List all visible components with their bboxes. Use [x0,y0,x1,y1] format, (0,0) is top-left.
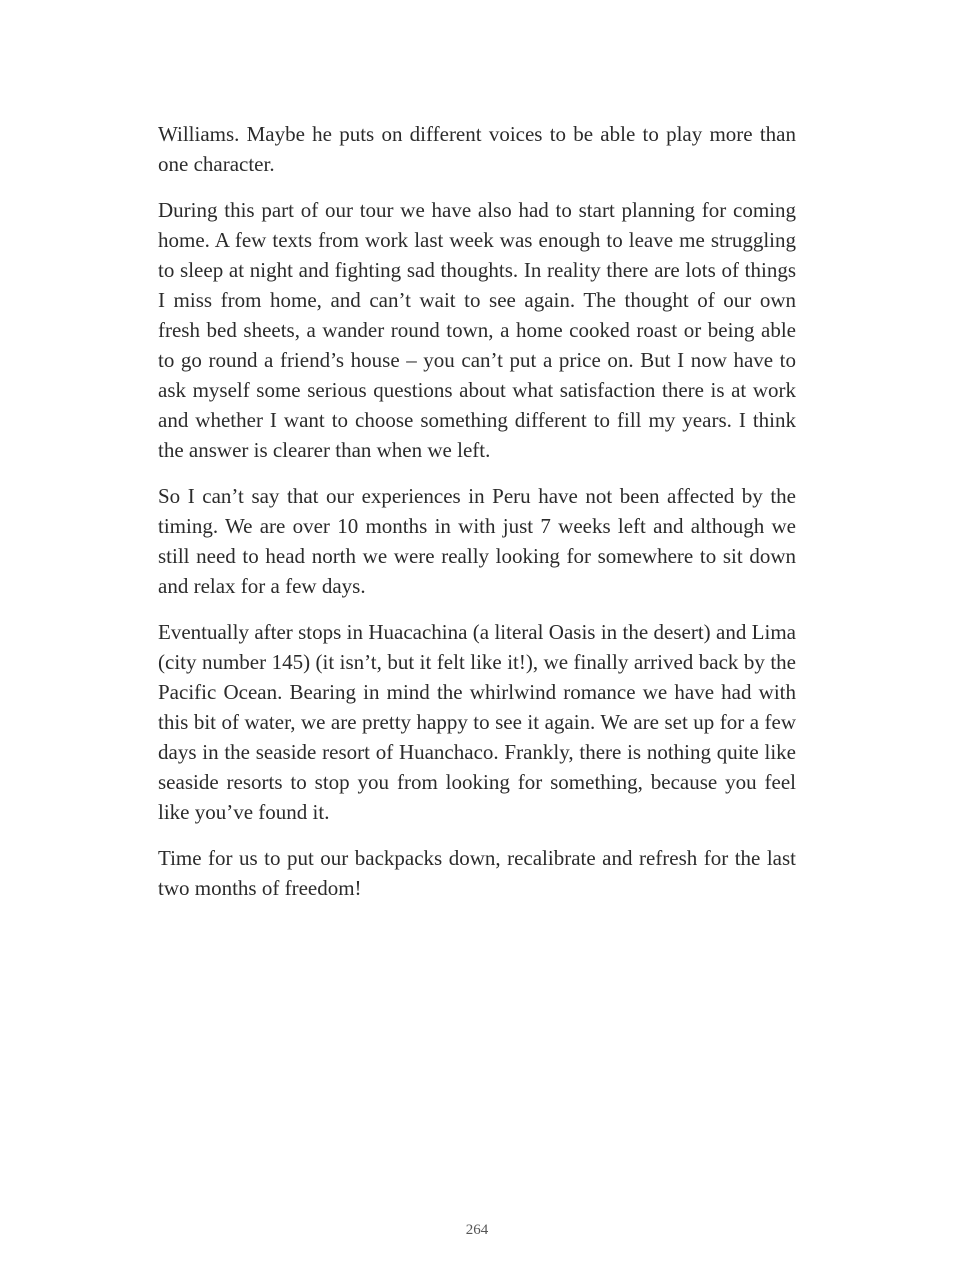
paragraph: Eventually after stops in Huacachina (a literal Oasis in the desert) and Lima (city number 145) (it isn’t, but it felt like it!), we finally arrived back by the Pacific Ocean. Bearing in mind the whirlwind romance we have had with this bit of water, we are pretty happy to see it again. We are set up for a few days in the seaside resort of Huanchaco. Frankly, there is nothing quite like seaside resorts to stop you from looking for something, because you feel like you’ve found it. [158,620,796,824]
page-body [158,119,796,919]
page-number: 264 [465,1222,489,1238]
paragraph: Williams. Maybe he puts on different voices to be able to play more than one character. [158,122,796,176]
paragraph: Time for us to put our backpacks down, recalibrate and refresh for the last two months of freedom! [158,846,796,900]
paragraph: So I can’t say that our experiences in Peru have not been affected by the timing. We are over 10 months in with just 7 weeks left and although we still need to head north we were really looking for somewhere to sit down and relax for a few days. [158,484,796,598]
paragraph: During this part of our tour we have also had to start planning for coming home. A few texts from work last week was enough to leave me struggling to sleep at night and fighting sad thoughts. In reality there are lots of things I miss from home, and can’t wait to see again. The thought of our own fresh bed sheets, a wander round town, a home cooked roast or being able to go round a friend’s house – you can’t put a price on. But I now have to ask myself some serious questions about what satisfaction there is at work and whether I want to choose something different to fill my years. I think the answer is clearer than when we left. [158,198,796,462]
